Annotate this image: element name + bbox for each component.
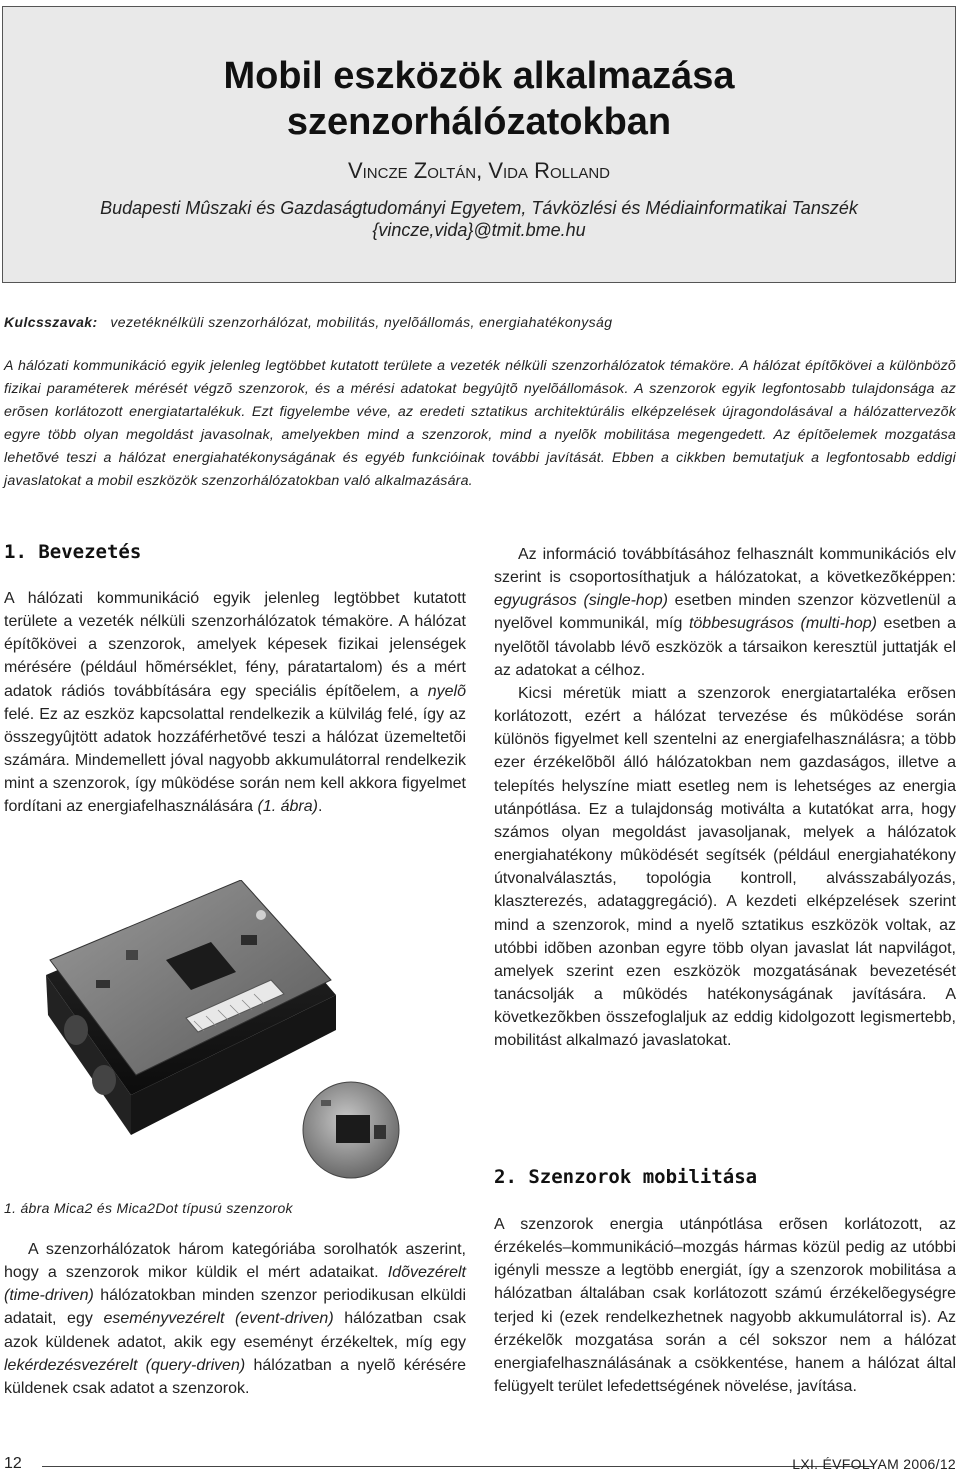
- title-box: [2, 6, 956, 283]
- affiliation-block: [3, 197, 955, 241]
- energy-paragraph: Kicsi méretük miatt a szenzorok energiatartaléka erõsen korlátozott, ezért a hálózat tervezése és mûködése során különös figyelmet kell szentelni az energiafelhasználásra; a több ezer érzékelõbõl álló hálózatokban nem gazdaságos, illetve a telepítés helyszíne miatt esetleg nem is lehetséges az energia utánpótlása. Ez a tulajdonság motiválta a kutatókat arra, hogy számos olyan megoldást javasoljanak, melyek a hálózatok energiahatékony mûködését segítsék (például energiahatékony útvonalválasztás, topológia kontroll, alvásszabályozás, klaszterezés, adataggregáció). A kezdeti elképzelések szerint mind a szenzorok, mind a nyelõ sztatikus eszközök voltak, az utóbbi idõben azonban egyre több olyan javaslat lát napvilágot, amelyek szerint ezen eszközök mozgatásának bevezetését tanácsolják a mûködés hatékonyságának javítására. A következõkben összefoglaljuk az eddig kidolgozott legismertebb, mobilitást alkalmazó javaslatokat.: [494, 684, 956, 1050]
- right-column: [494, 543, 956, 1052]
- affiliation: Budapesti Mûszaki és Gazdaságtudományi Egyetem, Távközlési és Médiainformatikai Tanszék: [100, 198, 858, 218]
- title-line-2: szenzorhálózatokban: [286, 101, 672, 143]
- section-1-heading: 1. Bevezetés: [4, 541, 142, 563]
- communication-paragraph: Az információ továbbításához felhasznált kommunikációs elv szerint is csoportosíthatjuk a hálózatokat, a következõképpen: egyugrásos (single-hop) esetben minden szenzor közvetlenül a nyelõvel kommunikál, míg többesugrásos (multi-hop) esetben a nyelõtõl távolabb lévõ eszközök a társaikon keresztül juttatják el az adatokat a célhoz.: [494, 546, 956, 679]
- section-1-body: [4, 587, 466, 819]
- keywords-text: vezetéknélküli szenzorhálózat, mobilitás, nyelõállomás, energiahatékonyság: [110, 314, 613, 330]
- section-1-paragraph: A hálózati kommunikáció egyik jelenleg legtöbbet kutatott területe a vezeték nélküli szenzorhálózatok témaköre. A hálózat építõkövei a szenzorok, amelyek képesek fizikai jelenségek mérésére (például hõmérséklet, fény, páratartalom) és a mért adatok rádiós továbbítására egy speciális építõelem, a nyelõ felé. Ez az eszköz kapcsolattal rendelkezik a külvilág felé, így az összegyûjtött adatok hozzáférhetõvé teszi a hálózat üzemeltetõi számára. Mindemellett jóval nagyobb akkumulátorral rendelkezik mint a szenzorok, így mûködése során nem kell akkora figyelmet fordítani az energiafelhasználására (1. ábra).: [4, 590, 466, 816]
- figure-mica-sensors: [36, 880, 436, 1180]
- journal-info: LXI. ÉVFOLYAM 2006/12: [792, 1456, 956, 1472]
- section-2: [494, 1165, 956, 1398]
- keywords: [4, 313, 954, 331]
- figure-caption: 1. ábra Mica2 és Mica2Dot típusú szenzorok: [4, 1200, 293, 1216]
- mica-sensor-illustration: [36, 880, 436, 1180]
- left-bottom-text: [4, 1238, 466, 1400]
- article-title: [3, 53, 955, 145]
- section-2-heading: 2. Szenzorok mobilitása: [494, 1166, 758, 1188]
- section-2-body: [494, 1213, 956, 1398]
- email: {vincze,vida}@tmit.bme.hu: [372, 220, 586, 240]
- section-1: [4, 540, 466, 819]
- categories-paragraph: A szenzorhálózatok három kategóriába sorolhatók aszerint, hogy a szenzorok mikor küldik el mért adataikat. Idõvezérelt (time-driven) hálózatokban minden szenzor periodikusan elküldi adatait, egy eseményvezérelt (event-driven) hálózatban csak azok küldenek adatot, akik egy eseményt érzékeltek, míg egy lekérdezésvezérelt (query-driven) hálózatban a nyelõ kérésére küldenek csak adatot a szenzorok.: [4, 1241, 467, 1397]
- page-number: 12: [4, 1455, 22, 1472]
- footer-rule: [42, 1466, 874, 1467]
- keywords-label: Kulcsszavak:: [4, 314, 98, 330]
- abstract: A hálózati kommunikáció egyik jelenleg legtöbbet kutatott területe a vezeték nélküli szenzorhálózatok témaköre. A hálózat építõkövei a különbözõ fizikai paraméterek mérését végzõ szenzorok, és a mérési adatokat begyûjtõ nyelõállomások. A szenzorok egyik legfontosabb tulajdonsága az erõsen korlátozott energiatartalékuk. Ezt figyelembe véve, az eredeti sztatikus architektúrális elképzelések újragondolásával a hálózattervezõk egyre több olyan megoldást javasolnak, amelyekben mind a szenzorok, mind a nyelõk mobilitása megengedett. Az építõelemek mozgatása lehetõvé teszi a hálózat energiahatékonyságának és egyéb funkcióinak további javítását. Ebben a cikkben bemutatjuk a legfontosabb eddigi javaslatokat a mobil eszközök szenzorhálózatokban való alkalmazására.: [4, 358, 956, 490]
- authors: Vincze Zoltán, Vida Rolland: [347, 158, 611, 183]
- title-line-1: Mobil eszközök alkalmazása: [223, 55, 735, 97]
- section-2-paragraph: A szenzorok energia utánpótlása erõsen korlátozott, az érzékelés–kommunikáció–mozgás hármas közül pedig az utóbbi igényli messze a legtöbb energiát, így a szenzorok mobilitása a hálózatban általában csak korlátozott számú érzékelõegységre terjed ki (ezek rendelkezhetnek nagyobb akkumulátorral is). Az érzékelõk mozgatása során a cél sokszor nem a hálózat energiafelhasználásának a csökkentése, hanem a hálózat által felügyelt terület lefedettségének növelése, javítása.: [494, 1216, 956, 1396]
